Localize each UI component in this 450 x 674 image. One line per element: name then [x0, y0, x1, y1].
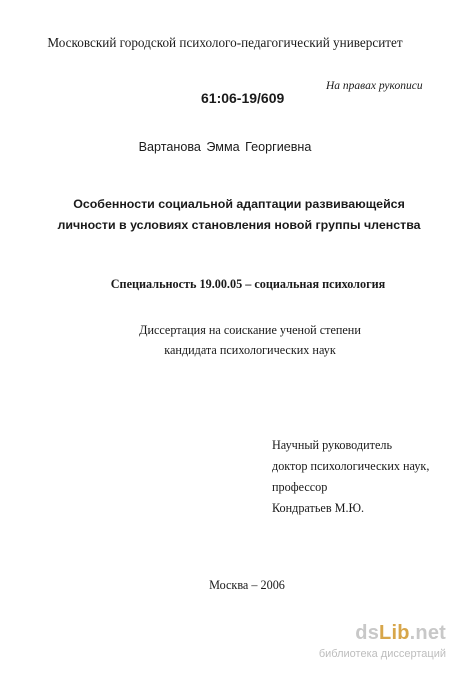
dissertation-title-line-1: Особенности социальной адаптации развивающейся	[73, 197, 405, 211]
watermark-logo-prefix: ds	[355, 622, 380, 644]
degree-statement-line-2: кандидата психологических наук	[164, 343, 336, 357]
author-name: Вартанова Эмма Георгиевна	[138, 140, 312, 154]
degree-statement	[0, 320, 450, 360]
advisor-name: Кондратьев М.Ю.	[272, 501, 365, 515]
watermark-caption: библиотека диссертаций	[318, 648, 446, 660]
watermark-logo-accent: Lib	[379, 622, 410, 644]
advisor-title: профессор	[272, 480, 328, 494]
watermark-logo	[316, 622, 446, 645]
advisor-block	[272, 435, 429, 519]
specialty: Специальность 19.00.05 – социальная психология	[110, 277, 386, 291]
degree-statement-line-1: Диссертация на соискание ученой степени	[139, 323, 361, 337]
watermark-logo-suffix: .net	[409, 622, 446, 644]
advisor-degree: доктор психологических наук,	[272, 459, 430, 473]
rights-note: На правах рукописи	[326, 80, 423, 92]
city-year: Москва – 2006	[209, 578, 285, 592]
advisor-role: Научный руководитель	[272, 438, 393, 452]
dissertation-title	[0, 194, 450, 236]
university-name: Московский городской психолого-педагогический университет	[47, 35, 403, 50]
catalog-code: 61:06-19/609	[201, 90, 285, 106]
dissertation-title-line-2: личности в условиях становления новой группы членства	[57, 218, 421, 232]
